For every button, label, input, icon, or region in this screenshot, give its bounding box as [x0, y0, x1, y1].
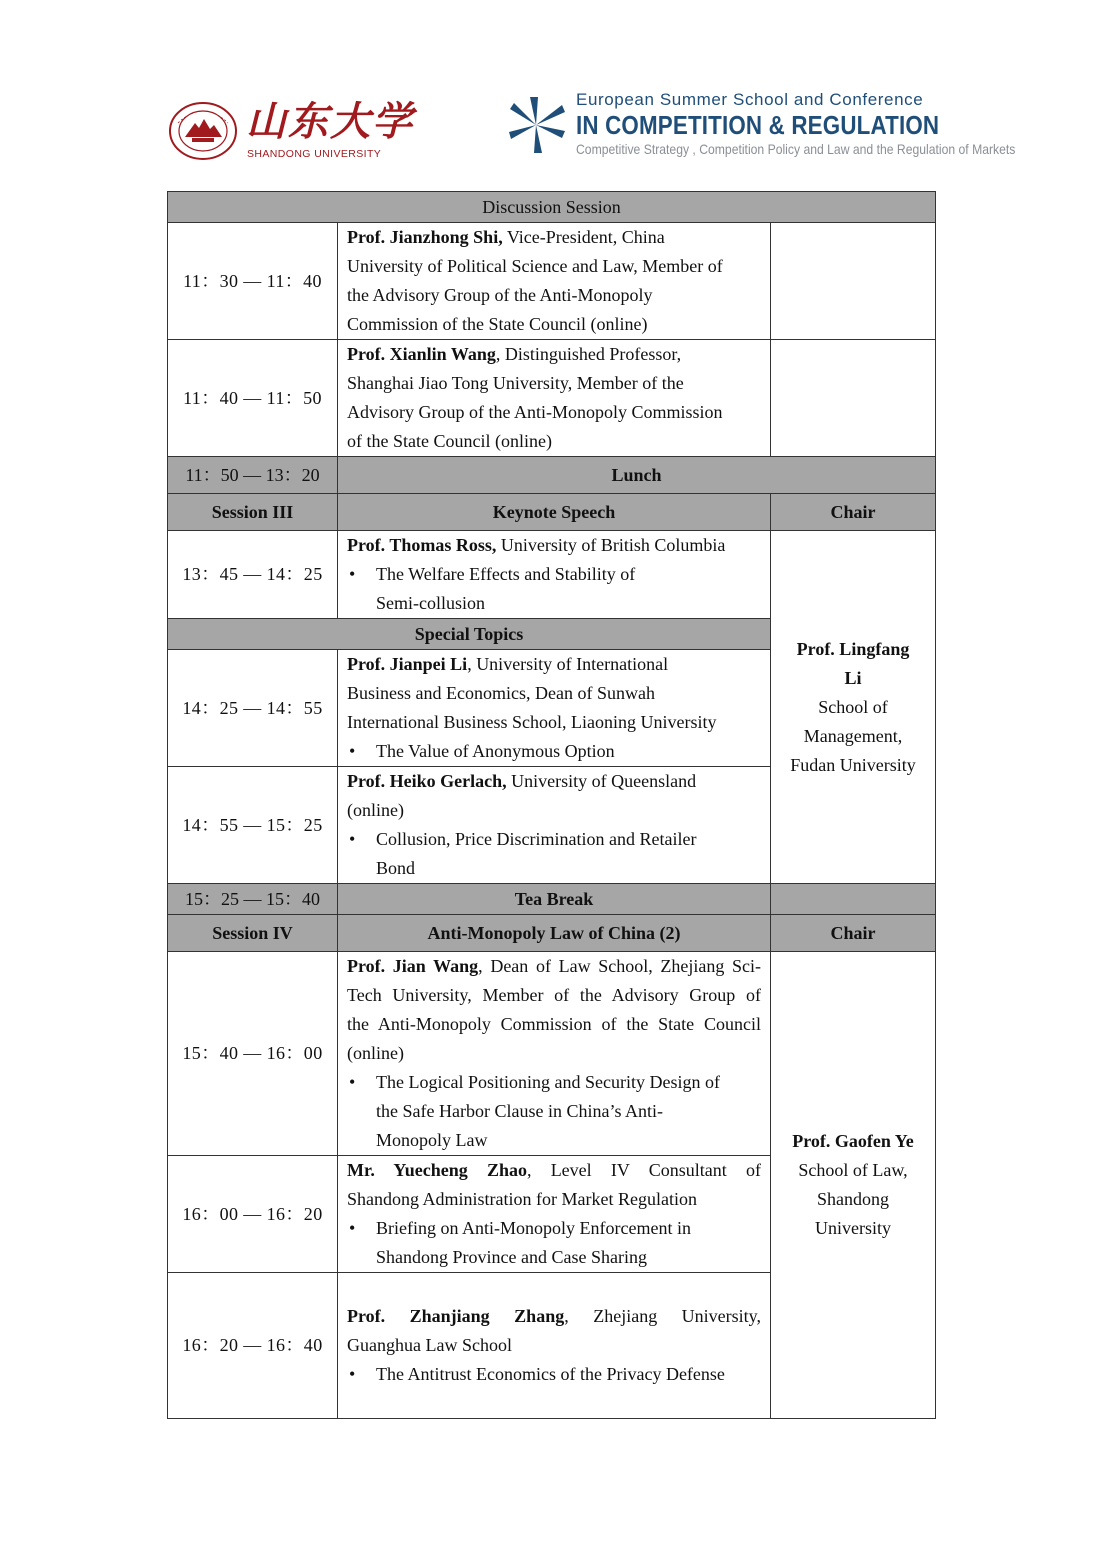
talk-title: • The Welfare Effects and Stability of — [347, 560, 761, 589]
talk-title: • The Antitrust Economics of the Privacy Defense — [347, 1360, 761, 1389]
talk-title: • The Value of Anonymous Option — [347, 737, 761, 766]
speaker-affiliation: University of Queensland — [506, 771, 697, 791]
lunch-row — [168, 457, 936, 494]
speaker-name: Prof. Jianzhong Shi, — [347, 227, 503, 247]
time-slot: 14：25 — 14：55 — [168, 650, 338, 767]
session-title: Anti-Monopoly Law of China (2) — [338, 915, 771, 952]
chair-header: Chair — [771, 494, 936, 531]
time-slot: 14：55 — 15：25 — [168, 767, 338, 884]
conference-title-line2: IN COMPETITION & REGULATION — [576, 110, 940, 140]
speaker-name: Prof. Thomas Ross, — [347, 535, 497, 555]
speaker-cell — [338, 223, 771, 340]
talk-title: • The Logical Positioning and Security Design of — [347, 1068, 761, 1097]
page-header — [0, 0, 1102, 180]
speaker-name: Prof. Heiko Gerlach, — [347, 771, 507, 791]
speaker-cell — [338, 1273, 771, 1419]
time-slot: 16：00 — 16：20 — [168, 1156, 338, 1273]
empty-chair-cell — [771, 340, 936, 457]
speaker-cell — [338, 340, 771, 457]
speaker-affiliation: University of Political Science and Law, Member of — [347, 256, 723, 276]
session-header — [168, 915, 936, 952]
chair-cell — [771, 531, 936, 884]
speaker-affiliation: the Anti-Monopoly Commission of the State Council — [347, 1014, 761, 1034]
chair-affiliation: Management, — [803, 725, 903, 746]
speaker-affiliation: (online) — [347, 1043, 404, 1063]
speaker-affiliation: , Distinguished Professor, — [495, 344, 682, 364]
session-label: Session III — [168, 494, 338, 531]
talk-title: the Safe Harbor Clause in China’s Anti- — [376, 1101, 663, 1121]
tea-break-label: Tea Break — [338, 884, 771, 915]
time-slot: 16：20 — 16：40 — [168, 1273, 338, 1419]
chair-name: Prof. Gaofen Ye — [792, 1131, 914, 1151]
speaker-affiliation: Commission of the State Council (online) — [347, 314, 648, 334]
special-topics-title: Special Topics — [168, 619, 771, 650]
chair-affiliation: School of — [818, 696, 888, 717]
empty-chair-cell — [771, 884, 936, 915]
chair-cell — [771, 952, 936, 1419]
empty-chair-cell — [771, 223, 936, 340]
chair-affiliation: University — [815, 1218, 891, 1238]
university-english-name: SHANDONG UNIVERSITY — [247, 148, 382, 160]
speaker-name: Prof. Jian Wang — [347, 956, 479, 976]
speaker-affiliation: University of British Columbia — [496, 535, 726, 555]
talk-title: Shandong Province and Case Sharing — [376, 1247, 647, 1267]
time-slot: 11：30 — 11：40 — [168, 223, 338, 340]
chair-name: Li — [844, 667, 862, 688]
conference-title-line1: European Summer School and Conference — [576, 90, 924, 109]
speaker-affiliation: , Level IV Consultant of — [526, 1160, 761, 1180]
speaker-cell — [338, 1156, 771, 1273]
speaker-name: Prof. Zhanjiang Zhang — [347, 1306, 565, 1326]
tea-break-row — [168, 884, 936, 915]
speaker-cell — [338, 767, 771, 884]
chair-name: Prof. Lingfang — [796, 638, 910, 659]
speaker-affiliation: , Zhejiang University, — [564, 1306, 762, 1326]
speaker-cell — [338, 531, 771, 619]
speaker-affiliation: International Business School, Liaoning University — [347, 712, 717, 732]
pinwheel-logo-icon — [508, 95, 566, 155]
speaker-affiliation: Shandong Administration for Market Regulation — [347, 1189, 697, 1209]
chair-affiliation: School of Law, — [798, 1160, 908, 1180]
chair-header: Chair — [771, 915, 936, 952]
speaker-affiliation: , Dean of Law School, Zhejiang Sci- — [478, 956, 762, 976]
speaker-affiliation: Business and Economics, Dean of Sunwah — [347, 683, 655, 703]
speaker-affiliation: of the State Council (online) — [347, 431, 552, 451]
speaker-name: Mr. Yuecheng Zhao — [347, 1160, 527, 1180]
speaker-name: Prof. Xianlin Wang — [347, 344, 496, 364]
session-label: Session IV — [168, 915, 338, 952]
time-slot: 15：40 — 16：00 — [168, 952, 338, 1156]
speaker-cell — [338, 650, 771, 767]
speaker-affiliation: Advisory Group of the Anti-Monopoly Commission — [347, 402, 723, 422]
talk-title: Monopoly Law — [376, 1130, 488, 1150]
conference-subtitle: Competitive Strategy , Competition Policy and Law and the Regulation of Markets — [576, 141, 1016, 157]
speaker-affiliation: Shanghai Jiao Tong University, Member of the — [347, 373, 684, 393]
chair-affiliation: Fudan University — [790, 754, 916, 775]
lunch-label: Lunch — [338, 457, 936, 494]
session-title: Keynote Speech — [338, 494, 771, 531]
table-row — [168, 223, 936, 340]
schedule-table — [167, 191, 936, 1419]
time-slot: 13：45 — 14：25 — [168, 531, 338, 619]
talk-title: • Briefing on Anti-Monopoly Enforcement in — [347, 1214, 761, 1243]
speaker-affiliation: the Advisory Group of the Anti-Monopoly — [347, 285, 653, 305]
talk-title: Semi-collusion — [376, 593, 485, 613]
speaker-affiliation: , University of International — [467, 654, 669, 674]
speaker-name: Prof. Jianpei Li — [347, 654, 468, 674]
session-header — [168, 494, 936, 531]
time-slot: 11：50 — 13：20 — [168, 457, 338, 494]
time-slot: 11：40 — 11：50 — [168, 340, 338, 457]
table-row — [168, 952, 936, 1156]
speaker-affiliation: Tech University, Member of the Advisory Group of — [347, 985, 761, 1005]
talk-title: • Collusion, Price Discrimination and Retailer — [347, 825, 761, 854]
speaker-affiliation: Vice-President, China — [502, 227, 665, 247]
speaker-cell — [338, 952, 771, 1156]
chair-affiliation: Shandong — [817, 1189, 889, 1209]
speaker-affiliation: (online) — [347, 800, 404, 820]
discussion-session-header — [168, 192, 936, 223]
talk-title: Bond — [376, 858, 416, 878]
table-row — [168, 340, 936, 457]
university-chinese-name: 山东大学 — [246, 98, 414, 145]
speaker-affiliation: Guanghua Law School — [347, 1335, 512, 1355]
discussion-session-title: Discussion Session — [168, 192, 936, 223]
table-row — [168, 531, 936, 619]
shandong-university-seal-icon — [168, 101, 238, 161]
time-slot: 15：25 — 15：40 — [168, 884, 338, 915]
